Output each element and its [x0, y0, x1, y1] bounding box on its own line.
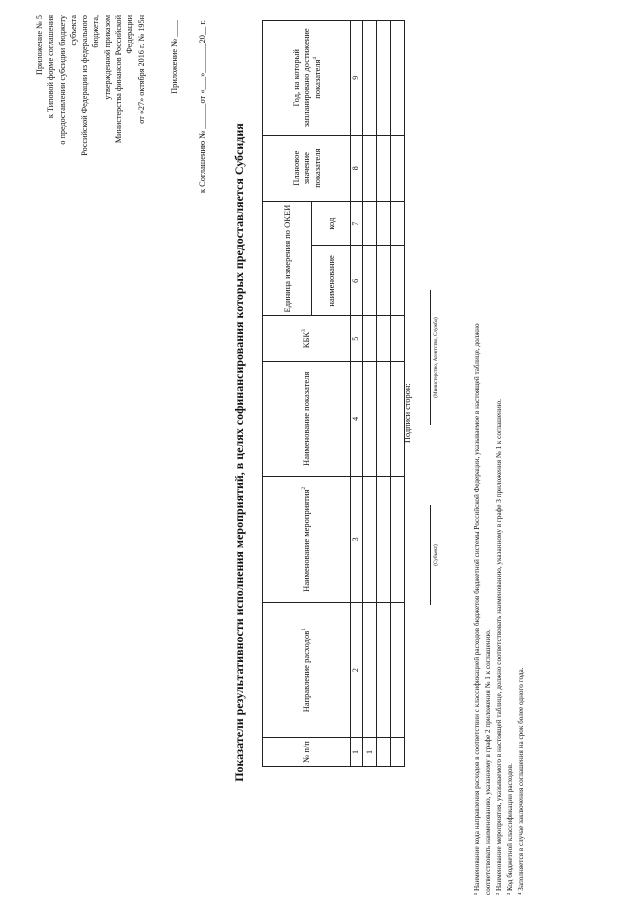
appendix-line: утвержденной приказом: [102, 15, 112, 100]
row-number: 1: [363, 738, 377, 767]
table-cell: [391, 21, 405, 136]
table-cell: [363, 603, 377, 738]
column-number-row: [351, 21, 363, 767]
table-cell: [391, 135, 405, 201]
header-unit-code: код: [312, 201, 351, 246]
footnote: ³ Код бюджетной классификации расходов.: [506, 763, 514, 895]
header-indicator: Наименование показателя: [263, 362, 351, 476]
table-cell: [363, 135, 377, 201]
table-cell: [377, 476, 391, 603]
footnote: ⁴ Заполняется в случае заключения соглашения на срок более одного года.: [517, 667, 525, 895]
signatures-label: Подписи сторон:: [403, 383, 412, 443]
header-unit: Единица измерения по ОКЕИ: [263, 201, 312, 315]
header-row: [263, 21, 312, 767]
header-event: Наименование мероприятия$^2$: [263, 476, 351, 603]
header-planned: Плановое значение показателя: [263, 135, 351, 201]
column-number: 8: [351, 135, 363, 201]
table-title: Показатели результативности исполнения мероприятий, в целях софинансирования которых предоставляется Субсидия: [232, 123, 246, 782]
column-number: 2: [351, 603, 363, 738]
footnote: ² Наименование мероприятия, указываемого в настоящей таблице, должно соответствовать наименованию, указанному в графе 3 приложения № 1 к соглашению.: [495, 399, 503, 895]
table-row: [363, 21, 377, 767]
table-cell: [377, 603, 391, 738]
table-cell: [363, 316, 377, 362]
column-number: 1: [351, 738, 363, 767]
footnote: ¹ Наименование кода направления расходов в соответствии с классификацией расходов бюджетов бюджетной системы Российской Федерации, указываемое в настоящей таблице, должно: [473, 323, 481, 895]
footnote: соответствовать наименованию, указанному в графе 2 приложения № 1 к соглашению.: [484, 629, 492, 895]
appendix-line: Российской Федерации из федерального бюджета,: [80, 15, 101, 156]
header-num: № п/п: [263, 738, 351, 767]
appendix-line: к Типовой форме соглашения: [46, 15, 56, 119]
table-cell: [391, 246, 405, 316]
table-cell: [377, 316, 391, 362]
column-number: 9: [351, 21, 363, 136]
table-row: [377, 21, 391, 767]
footnotes: [472, 15, 527, 895]
appendix-number: Приложение № ____: [170, 20, 179, 94]
table-cell: [377, 246, 391, 316]
appendix-reference: [34, 15, 147, 165]
appendix-line: Приложение № 5: [35, 15, 44, 75]
table-cell: [391, 316, 405, 362]
header-year: Год, на который запланировано достижение показателя$^4$: [263, 21, 351, 136]
column-number: 4: [351, 362, 363, 476]
signature-line-ministry: (Министерство, Агентство, Служба): [430, 290, 439, 425]
table-cell: [377, 738, 391, 767]
header-kbk: КБК$^3$: [263, 316, 351, 362]
table-cell: [391, 476, 405, 603]
column-number: 7: [351, 201, 363, 246]
table-cell: [391, 201, 405, 246]
appendix-line: от «27» октября 2016 г. № 195н: [136, 15, 146, 124]
header-unit-name: наименование: [312, 246, 351, 316]
table-cell: [391, 603, 405, 738]
column-number: 6: [351, 246, 363, 316]
table-cell: [377, 362, 391, 476]
table-cell: [363, 21, 377, 136]
indicators-table: [262, 20, 405, 767]
table-cell: [363, 201, 377, 246]
table-cell: [377, 201, 391, 246]
table-cell: [377, 21, 391, 136]
appendix-line: о предоставлении субсидии бюджету субъекта: [57, 15, 78, 145]
table-cell: [391, 738, 405, 767]
appendix-line: Министерства финансов Российской Федерации: [114, 15, 135, 144]
agreement-reference: к Соглашению № ______от «___»_______20__ г.: [198, 20, 207, 194]
header-direction: Направление расходов$^1$: [263, 603, 351, 738]
column-number: 3: [351, 476, 363, 603]
column-number: 5: [351, 316, 363, 362]
table-cell: [363, 362, 377, 476]
table-cell: [377, 135, 391, 201]
signature-line-subject: (Субъект): [430, 505, 439, 605]
table-cell: [363, 246, 377, 316]
table-cell: [363, 476, 377, 603]
